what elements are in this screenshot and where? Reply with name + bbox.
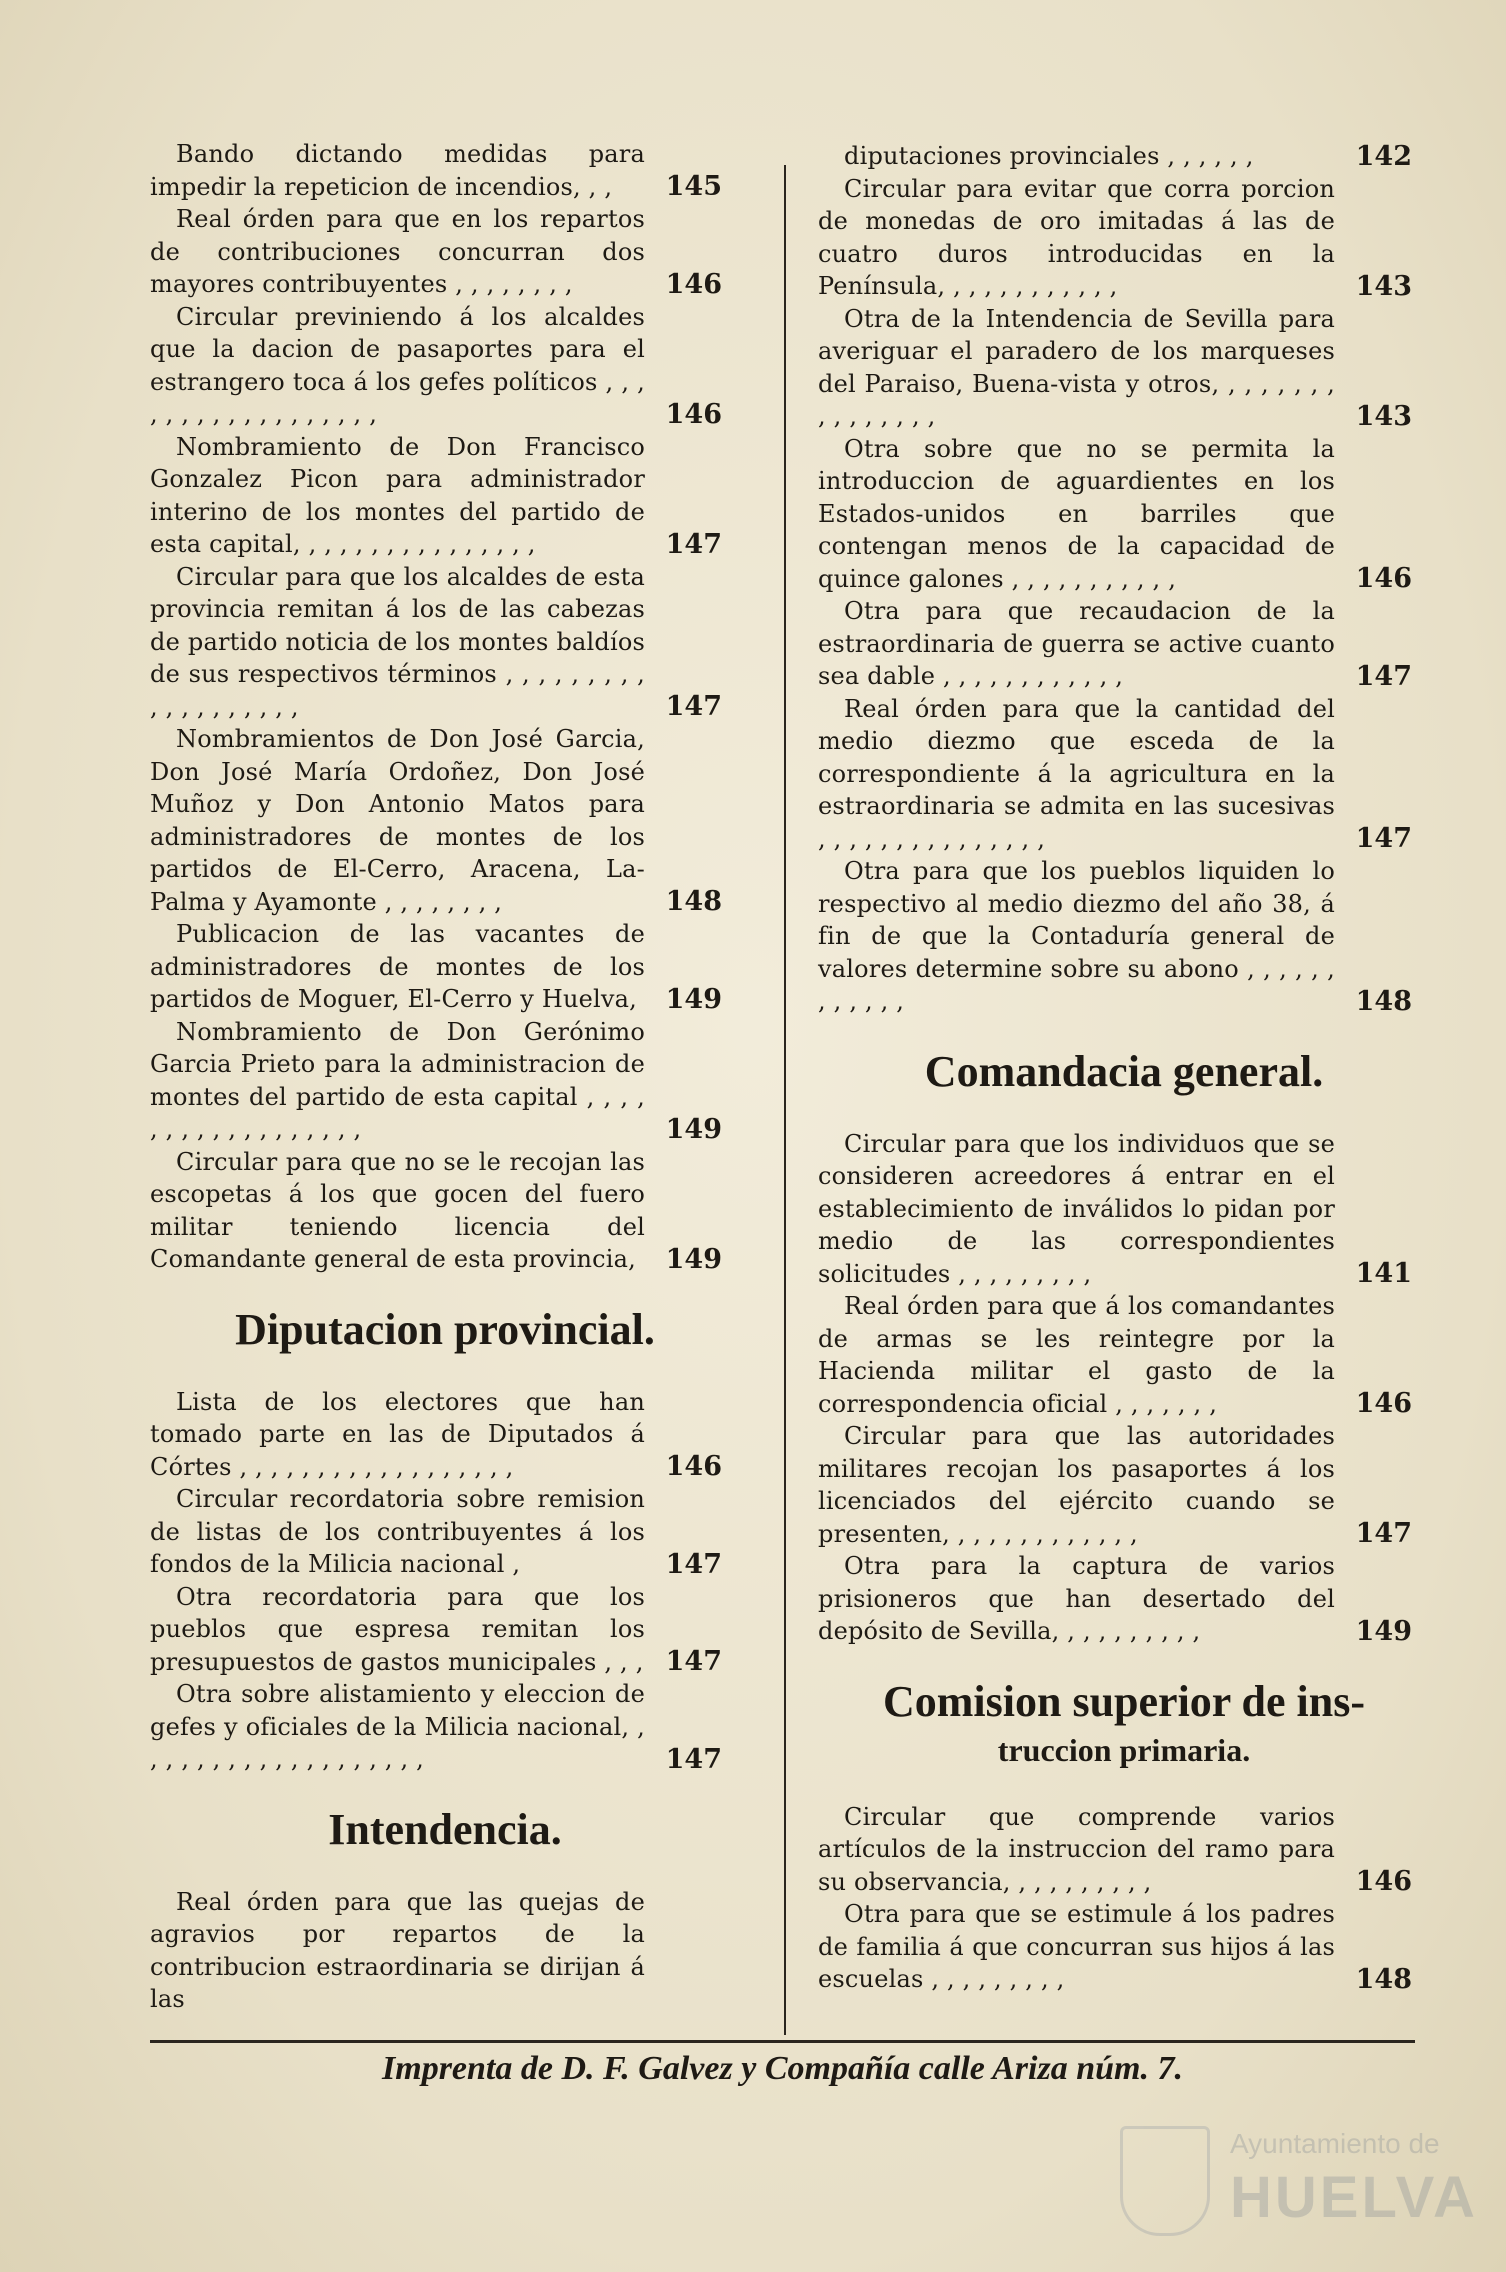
index-entry: [150, 723, 740, 918]
entry-text: Circular para que las autoridades militares recojan los pasaportes á los licenciados del ejército cuando se presenten, , , , , , , , , , , , ,: [818, 1422, 1335, 1548]
page-number: 146: [665, 268, 722, 300]
index-entry: [818, 1128, 1430, 1291]
index-entry: [818, 173, 1430, 303]
section-title-diputacion: Diputacion provincial.: [235, 1304, 655, 1354]
index-entry: [818, 1290, 1430, 1420]
section-title-comision: Comision superior de ins-: [882, 1676, 1366, 1726]
page-number: 143: [1355, 400, 1412, 432]
page-number: 143: [1355, 270, 1412, 302]
index-entry: [150, 1581, 740, 1679]
entry-text: Otra para la captura de varios prisioneros que han desertado del depósito de Sevilla, , , , , , , , , ,: [818, 1552, 1335, 1645]
page-number: 147: [665, 1743, 722, 1775]
page-number: 147: [665, 1646, 722, 1677]
section-title-comandancia: Comandacia general.: [924, 1046, 1324, 1096]
left-entries-a: [150, 138, 740, 1276]
entry-text: Nombramiento de Don Francisco Gonzalez Picon para administrador interino de los montes del partido de esta capital, , , , , , , , , , , , , , , ,: [150, 432, 645, 558]
right-column: [818, 140, 1430, 1996]
entry-text: Circular recordatoria sobre remision de listas de los contribuyentes á los fondos de la Milicia nacional ,: [150, 1485, 645, 1578]
index-entry: [818, 693, 1430, 856]
index-entry: [150, 203, 740, 301]
index-entry: [818, 433, 1430, 596]
page-number: 146: [1355, 1388, 1412, 1419]
left-entries-b: [150, 1386, 740, 1776]
page-number: 147: [665, 528, 722, 560]
entry-text: Circular previniendo á los alcaldes que la dacion de pasaportes para el estrangero toca á los gefes políticos , , , , , , , , , , , , , , , , , ,: [150, 302, 645, 428]
entry-text: Publicacion de las vacantes de administradores de montes de los partidos de Moguer, El-Cerro y Huelva,: [150, 920, 645, 1013]
entry-text: Bando dictando medidas para impedir la repeticion de incendios, , ,: [150, 140, 645, 201]
index-entry: [150, 1678, 740, 1776]
page-number: 148: [1355, 985, 1412, 1017]
page-number: 142: [1355, 140, 1412, 172]
entry-text: Otra para que se estimule á los padres de familia á que concurran sus hijos á las escuelas , , , , , , , , ,: [818, 1900, 1335, 1993]
index-entry: [150, 1886, 740, 2016]
entry-text: diputaciones provinciales , , , , , ,: [844, 142, 1254, 170]
index-entry: [150, 561, 740, 724]
section-subtitle-comision: truccion primaria.: [997, 1731, 1251, 1768]
bottom-rule: [150, 2040, 1415, 2043]
entry-text: Real órden para que en los repartos de contribuciones concurran dos mayores contribuyentes , , , , , , , ,: [150, 205, 645, 298]
entry-text: Real órden para que las quejas de agravios por repartos de la contribucion estraordinaria se dirijan á las: [150, 1887, 645, 2013]
index-entry: [818, 1898, 1430, 1996]
index-entry: [818, 303, 1430, 433]
entry-text: Otra sobre que no se permita la introduccion de aguardientes en los Estados-unidos en barriles que contengan menos de la capacidad de quince galones , , , , , , , , , , ,: [818, 434, 1335, 593]
entry-text: Circular para que los individuos que se consideren acreedores á entrar en el establecimiento de inválidos lo pidan por medio de las correspondientes solicitudes , , , , , , , , ,: [818, 1129, 1335, 1288]
entry-text: Otra recordatoria para que los pueblos que espresa remitan los presupuestos de gastos municipales , , ,: [150, 1582, 645, 1676]
page-number: 146: [1355, 1866, 1412, 1897]
page-number: 147: [1355, 660, 1412, 692]
entry-text: Nombramientos de Don José Garcia, Don José María Ordoñez, Don José Muñoz y Don Antonio Matos para administradores de montes de los partidos de El-Cerro, Aracena, La-Palma y Ayamonte , , , , , , , ,: [150, 725, 645, 916]
index-entry: [150, 1016, 740, 1146]
index-entry: [818, 140, 1430, 173]
page-number: 146: [665, 1451, 722, 1482]
index-entry: [818, 1420, 1430, 1550]
page-number: 145: [665, 171, 722, 202]
index-entry: [818, 1801, 1430, 1899]
entry-text: Circular que comprende varios artículos de la instruccion del ramo para su observancia, , , , , , , , , ,: [818, 1802, 1335, 1896]
index-entry: [150, 431, 740, 561]
entry-text: Nombramiento de Don Gerónimo Garcia Prieto para la administracion de montes del partido de esta capital , , , , , , , , , , , , , , , , , ,: [150, 1017, 645, 1143]
page-number: 149: [665, 983, 722, 1015]
archive-watermark: [1120, 2120, 1478, 2240]
watermark-line2: HUELVA: [1230, 2165, 1478, 2230]
index-entry: [150, 1483, 740, 1581]
entry-text: Otra de la Intendencia de Sevilla para averiguar el paradero de los marqueses del Paraiso, Buena-vista y otros, , , , , , , , , , , , , , , ,: [818, 304, 1335, 430]
index-entry: [150, 1386, 740, 1484]
page-number: 149: [665, 1243, 722, 1275]
right-entries-b: [818, 1128, 1430, 1648]
page-number: 148: [665, 886, 722, 917]
right-entries-a: [818, 140, 1430, 1018]
index-entry: [150, 1146, 740, 1276]
index-entry: [818, 1550, 1430, 1648]
page-number: 149: [1355, 1615, 1412, 1647]
entry-text: Otra para que los pueblos liquiden lo respectivo al medio diezmo del año 38, á fin de que la Contaduría general de valores determine sobre su abono , , , , , , , , , , , ,: [818, 857, 1335, 1015]
right-entries-c: [818, 1801, 1430, 1996]
imprint-line: Imprenta de D. F. Galvez y Compañía calle Ariza núm. 7.: [382, 2050, 1183, 2087]
entry-text: Real órden para que á los comandantes de armas se les reintegre por la Hacienda militar el gasto de la correspondencia oficial , , , , , , ,: [818, 1292, 1335, 1418]
page-number: 147: [1355, 1518, 1412, 1549]
entry-text: Otra para que recaudacion de la estraordinaria de guerra se active cuanto sea dable , , , , , , , , , , , ,: [818, 597, 1335, 690]
watermark-line1: Ayuntamiento de: [1230, 2128, 1440, 2159]
page-number: 147: [665, 691, 722, 722]
index-entry: [818, 855, 1430, 1018]
coat-of-arms-icon: [1120, 2126, 1210, 2236]
page-number: 147: [1355, 823, 1412, 854]
index-entry: [150, 301, 740, 431]
page-number: 146: [665, 398, 722, 430]
page-number: 146: [1355, 563, 1412, 594]
index-entry: [818, 595, 1430, 693]
entry-text: Otra sobre alistamiento y eleccion de gefes y oficiales de la Milicia nacional, , , , , , , , , , , , , , , , , , , ,: [150, 1680, 645, 1773]
column-divider: [784, 165, 786, 2035]
index-entry: [150, 918, 740, 1016]
entry-text: Circular para que no se le recojan las escopetas á los que gocen del fuero militar teniendo licencia del Comandante general de esta provincia,: [150, 1147, 645, 1273]
entry-text: Circular para que los alcaldes de esta provincia remitan á los de las cabezas de partido noticia de los montes baldíos de sus respectivos términos , , , , , , , , , , , , , , , , , , ,: [150, 562, 645, 721]
section-title-intendencia: Intendencia.: [328, 1804, 562, 1854]
page-number: 147: [665, 1548, 722, 1580]
page-number: 148: [1355, 1963, 1412, 1995]
page-number: 141: [1355, 1258, 1412, 1289]
entry-text: Lista de los electores que han tomado parte en las de Diputados á Córtes , , , , , , , , , , , , , , , , , ,: [150, 1387, 645, 1481]
page-number: 149: [665, 1113, 722, 1145]
index-entry: [150, 138, 740, 203]
left-column: [150, 138, 740, 2016]
entry-text: Circular para evitar que corra porcion de monedas de oro imitadas á las de cuatro duros introducidas en la Península, , , , , , , , , , , ,: [818, 174, 1335, 300]
entry-text: Real órden para que la cantidad del medio diezmo que esceda de la correspondiente á la agricultura en la estraordinaria se admita en las sucesivas , , , , , , , , , , , , , , ,: [818, 694, 1335, 853]
